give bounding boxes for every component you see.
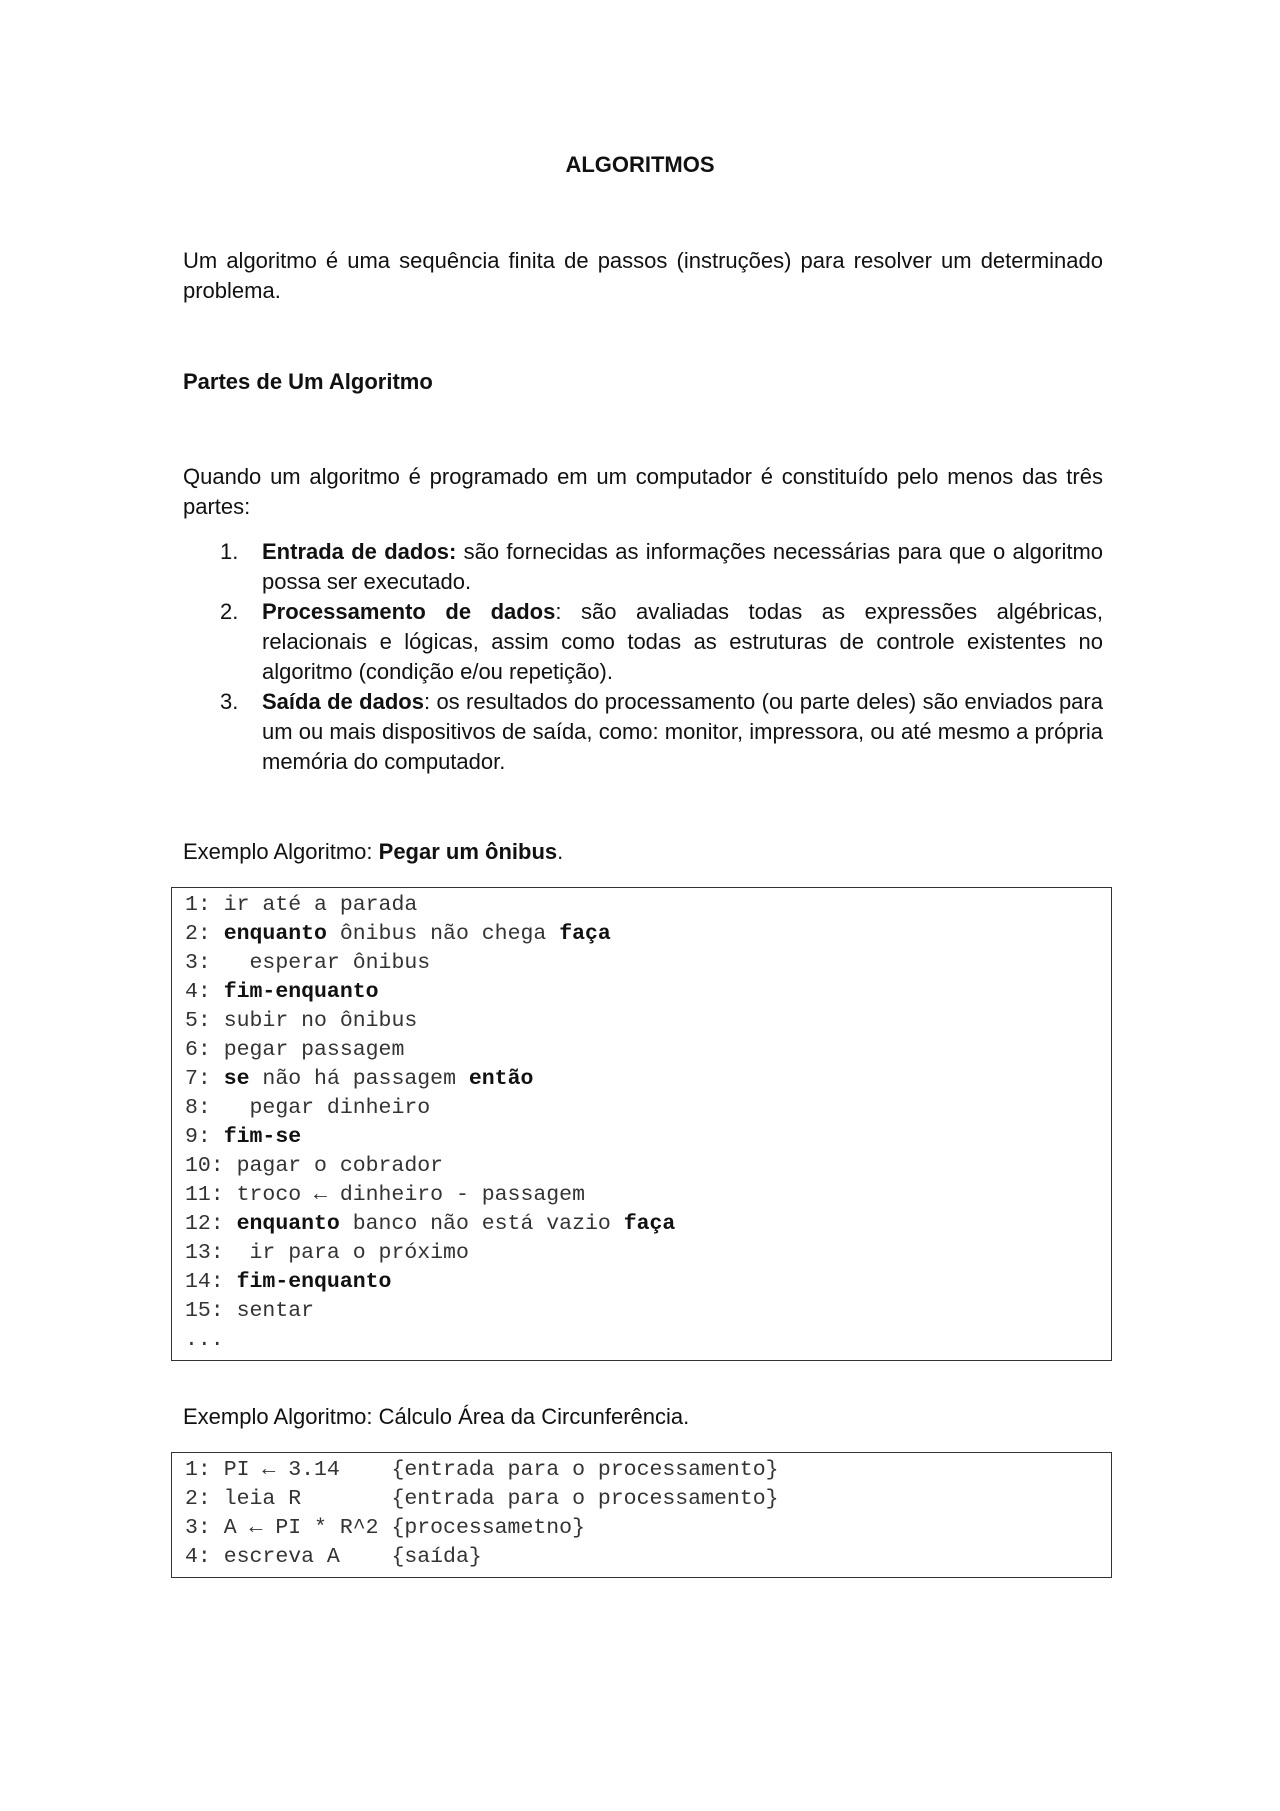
keyword: fim-enquanto <box>223 980 379 1004</box>
code-text: sentar <box>236 1299 315 1323</box>
example-bus-caption <box>183 839 563 865</box>
keyword: fim-enquanto <box>236 1270 392 1294</box>
code-line <box>185 920 1111 949</box>
line-number: ... <box>185 1328 224 1352</box>
code-line <box>185 1152 1111 1181</box>
line-number: 3: <box>185 951 250 975</box>
line-number: 4: <box>185 980 224 1004</box>
keyword: então <box>468 1067 534 1091</box>
code-line <box>185 1123 1111 1152</box>
line-number: 7: <box>185 1067 224 1091</box>
code-text: ir até a parada <box>223 893 418 917</box>
line-number: 10: <box>185 1154 237 1178</box>
code-text: esperar ônibus <box>249 951 431 975</box>
code-text: 2: leia R <box>185 1487 392 1511</box>
list-item-label: Processamento de dados <box>262 599 556 624</box>
code-text: pegar dinheiro <box>249 1096 431 1120</box>
keyword: faça <box>623 1212 676 1236</box>
example-circle-caption: Exemplo Algoritmo: Cálculo Área da Circunferência. <box>183 1404 690 1429</box>
keyword: se <box>223 1067 250 1091</box>
circle-area-code-block <box>171 1452 1112 1578</box>
code-comment: {entrada para o processamento} <box>391 1458 779 1482</box>
example-suffix: . <box>557 839 564 864</box>
code-comment: {entrada para o processamento} <box>391 1487 779 1511</box>
list-item-text: : os resultados do processamento (ou parte deles) são enviados para um ou mais dispositivos de saída, como: monitor, impressora, ou até mesmo a própria memória do computador. <box>262 689 1103 774</box>
code-line <box>185 1239 1111 1268</box>
code-text: ônibus não chega <box>326 922 560 946</box>
code-line <box>185 1094 1111 1123</box>
code-text: 4: escreva A <box>185 1545 392 1569</box>
line-number: 5: <box>185 1009 224 1033</box>
list-item-label: Saída de dados <box>262 689 424 714</box>
list-item <box>220 597 1103 687</box>
list-item <box>220 537 1103 597</box>
list-number: 3. <box>220 689 239 714</box>
code-comment: {processametno} <box>391 1516 585 1540</box>
list-item <box>220 687 1103 777</box>
code-text: troco ← dinheiro - passagem <box>236 1183 585 1207</box>
line-number: 12: <box>185 1212 237 1236</box>
keyword: enquanto <box>223 922 327 946</box>
document-title: ALGORITMOS <box>565 152 715 177</box>
line-number: 1: <box>185 893 224 917</box>
code-line <box>185 1514 1111 1543</box>
code-line <box>185 1007 1111 1036</box>
list-item-text: : são avaliadas todas as expressões algébricas, relacionais e lógicas, assim como todas as estruturas de controle existentes no algoritmo (condição e/ou repetição). <box>262 599 1103 684</box>
line-number: 2: <box>185 922 224 946</box>
list-number: 2. <box>220 599 239 624</box>
code-text: banco não está vazio <box>339 1212 624 1236</box>
list-item-label: Entrada de dados: <box>262 539 457 564</box>
code-text: 3: A ← PI * R^2 <box>185 1516 392 1540</box>
example-prefix: Exemplo Algoritmo: <box>183 839 379 864</box>
code-line <box>185 1297 1111 1326</box>
code-line <box>185 978 1111 1007</box>
code-text: subir no ônibus <box>223 1009 418 1033</box>
code-text: ir para o próximo <box>249 1241 469 1265</box>
bus-algorithm-code-block <box>171 887 1112 1361</box>
lead-paragraph: Quando um algoritmo é programado em um computador é constituído pelo menos das três partes: <box>183 464 1103 519</box>
line-number: 14: <box>185 1270 237 1294</box>
line-number: 6: <box>185 1038 224 1062</box>
code-comment: {saída} <box>391 1545 482 1569</box>
keyword: faça <box>559 922 611 946</box>
section-heading: Partes de Um Algoritmo <box>183 369 433 394</box>
intro-paragraph: Um algoritmo é uma sequência finita de passos (instruções) para resolver um determinado problema. <box>183 248 1103 303</box>
parts-list <box>220 537 1103 777</box>
code-line <box>185 1036 1111 1065</box>
line-number: 8: <box>185 1096 250 1120</box>
line-number: 13: <box>185 1241 250 1265</box>
code-line <box>185 1065 1111 1094</box>
line-number: 15: <box>185 1299 237 1323</box>
code-text: não há passagem <box>249 1067 469 1091</box>
list-item-text: são fornecidas as informações necessárias para que o algoritmo possa ser executado. <box>262 539 1103 594</box>
code-line <box>185 1543 1111 1572</box>
code-line <box>185 1456 1111 1485</box>
code-line <box>185 1268 1111 1297</box>
code-line <box>185 949 1111 978</box>
keyword: fim-se <box>223 1125 302 1149</box>
list-number: 1. <box>220 539 239 564</box>
code-line <box>185 1326 1111 1355</box>
code-text: 1: PI ← 3.14 <box>185 1458 392 1482</box>
code-line <box>185 1181 1111 1210</box>
code-line <box>185 1485 1111 1514</box>
example-name: Pegar um ônibus <box>378 839 558 864</box>
code-line <box>185 1210 1111 1239</box>
code-text: pagar o cobrador <box>236 1154 444 1178</box>
line-number: 11: <box>185 1183 237 1207</box>
code-line <box>185 891 1111 920</box>
code-text: pegar passagem <box>223 1038 405 1062</box>
keyword: enquanto <box>236 1212 340 1236</box>
line-number: 9: <box>185 1125 224 1149</box>
